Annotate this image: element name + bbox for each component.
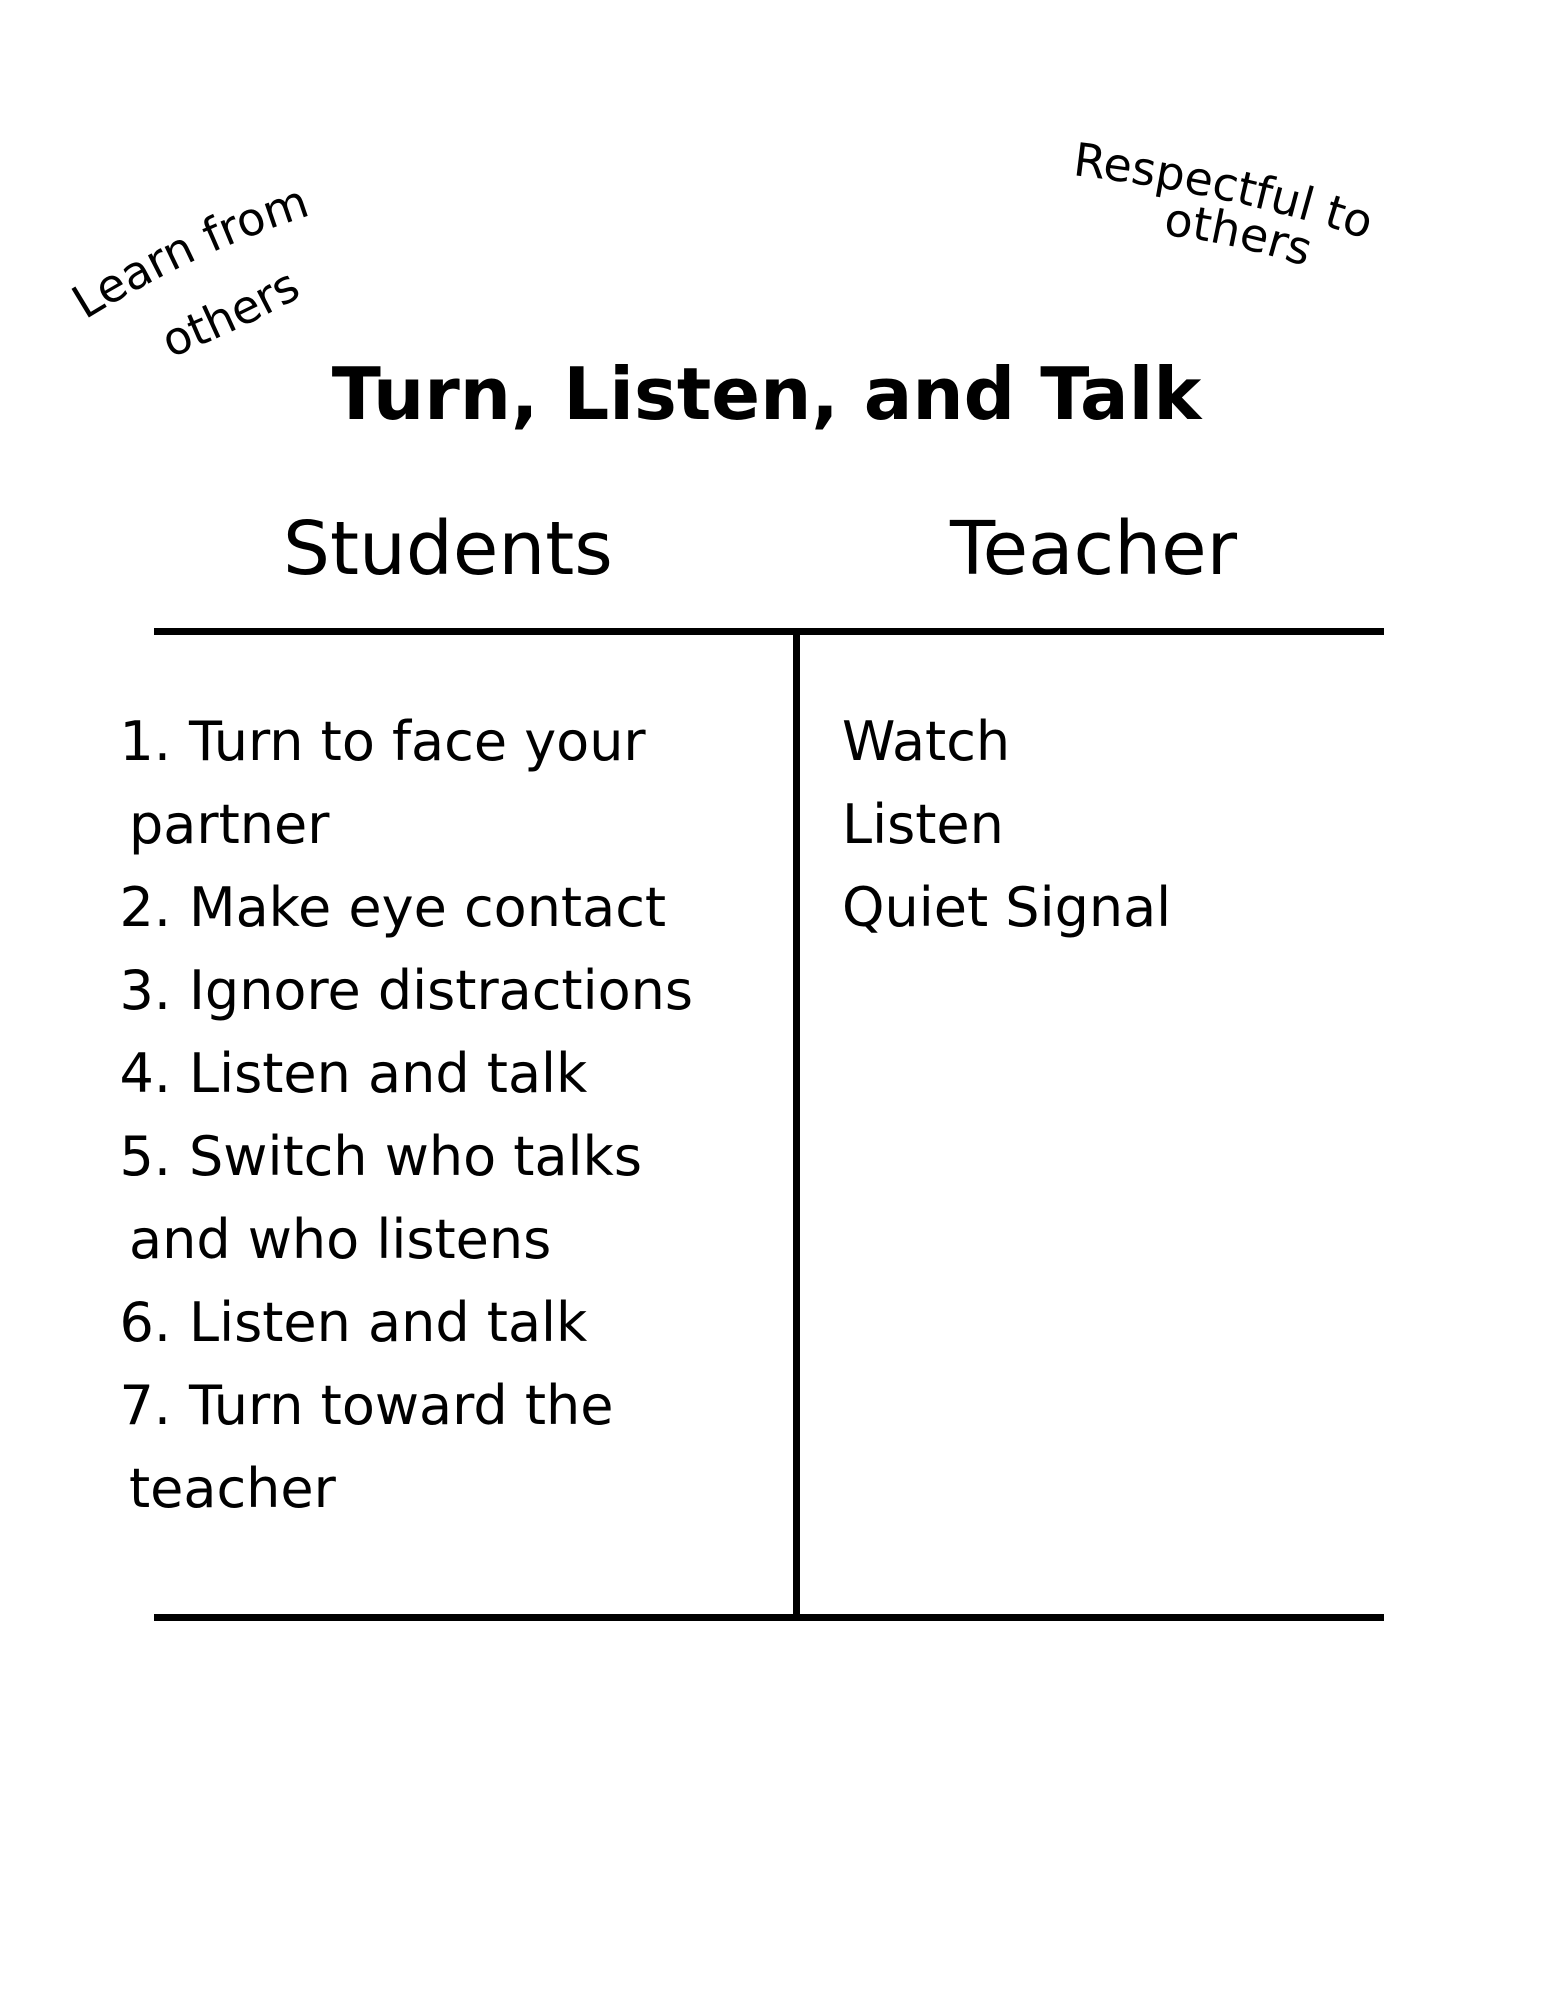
- students-step: [92, 700, 772, 866]
- students-steps-list: [92, 700, 772, 1530]
- t-chart-center-divider: [793, 628, 800, 1621]
- step-number: 5.: [119, 1125, 171, 1188]
- students-step: [92, 1032, 772, 1115]
- t-chart-top-rule: [154, 628, 1384, 635]
- step-number: 3.: [119, 959, 171, 1022]
- note-respectful-to-others: [1060, 130, 1510, 340]
- note-learn-from-line1: Learn from: [62, 173, 315, 330]
- step-number: 1.: [119, 710, 171, 773]
- students-step: [92, 1115, 772, 1281]
- step-number: 7.: [119, 1374, 171, 1437]
- students-column-header: Students: [283, 506, 613, 592]
- note-learn-from-others: [40, 150, 440, 380]
- teacher-actions-list: [842, 700, 1171, 949]
- step-text: Listen and talk: [189, 1291, 588, 1354]
- note-respectful-line2: others: [1161, 192, 1319, 277]
- step-text: Ignore distractions: [189, 959, 694, 1022]
- step-number: 6.: [119, 1291, 171, 1354]
- teacher-action: Quiet Signal: [842, 876, 1172, 939]
- step-text: Switch who talks and who listens: [129, 1125, 642, 1271]
- students-step: [92, 1281, 772, 1364]
- teacher-action: Listen: [842, 793, 1004, 856]
- step-number: 4.: [119, 1042, 171, 1105]
- students-step: [92, 949, 772, 1032]
- step-text: Make eye contact: [189, 876, 667, 939]
- teacher-column-header: Teacher: [950, 506, 1238, 592]
- t-chart-bottom-rule: [154, 1614, 1384, 1621]
- step-text: Turn to face your partner: [129, 710, 646, 856]
- note-respectful-line1: Respectful to: [1070, 132, 1380, 250]
- page-title: Turn, Listen, and Talk: [331, 352, 1202, 436]
- step-text: Listen and talk: [189, 1042, 588, 1105]
- teacher-action: Watch: [842, 710, 1011, 773]
- note-learn-from-line2: others: [153, 257, 308, 369]
- step-text: Turn toward the teacher: [129, 1374, 614, 1520]
- students-step: [92, 1364, 772, 1530]
- students-step: [92, 866, 772, 949]
- step-number: 2.: [119, 876, 171, 939]
